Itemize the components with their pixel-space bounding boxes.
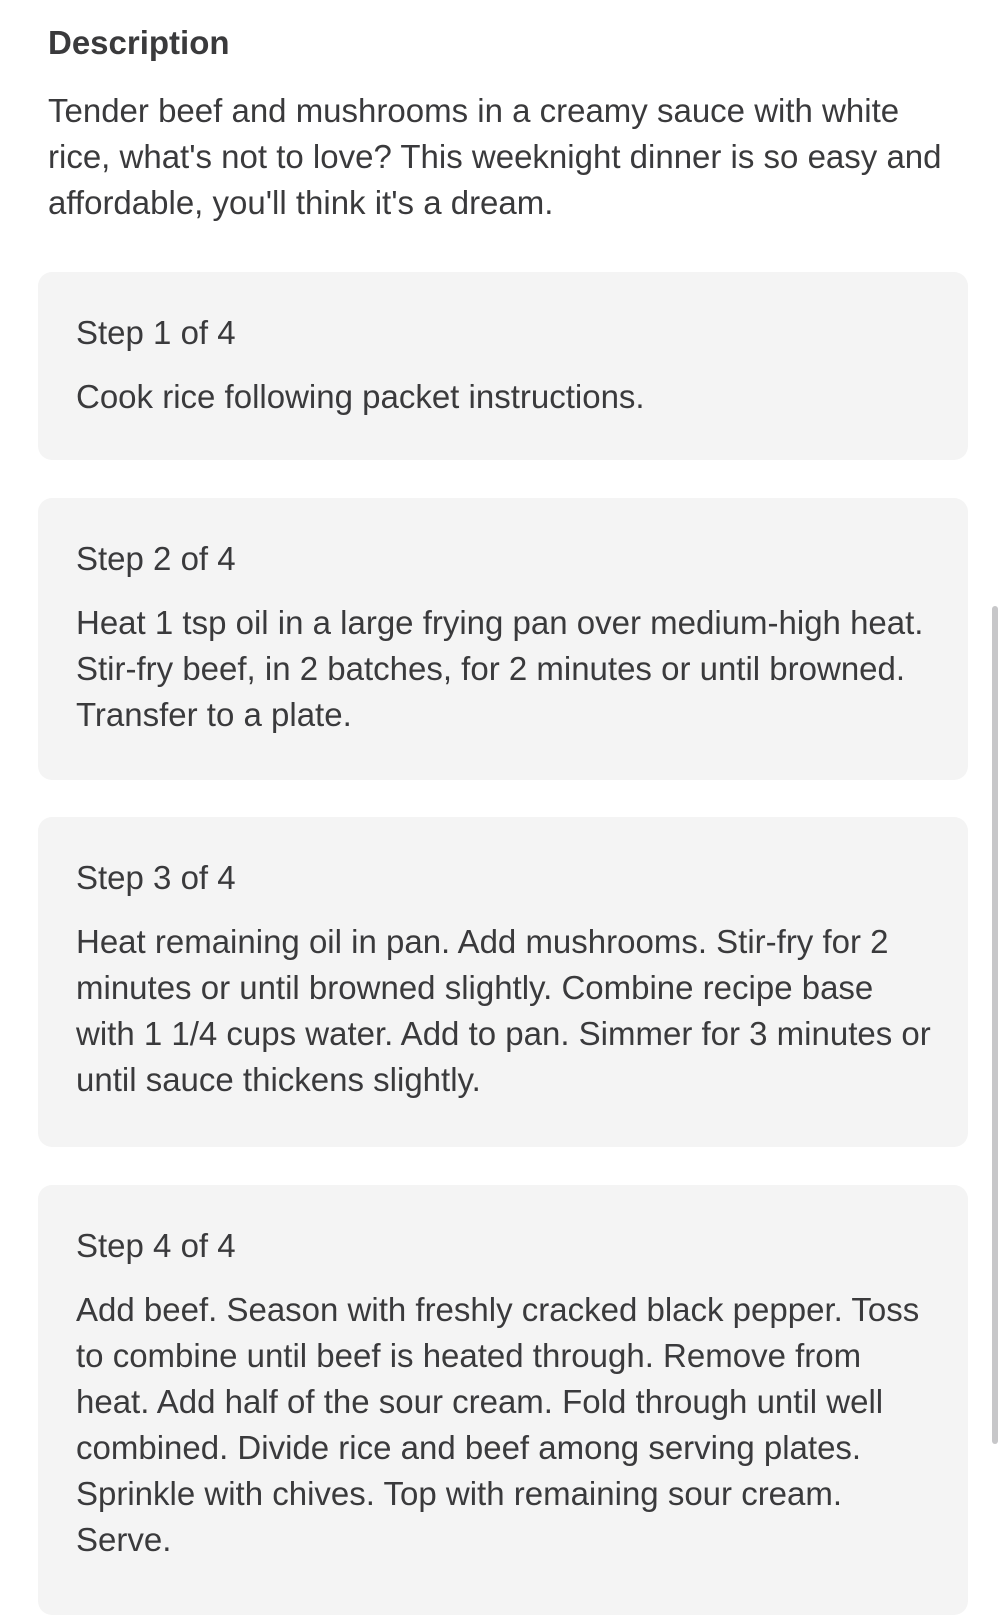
step-card-2 [38, 498, 968, 780]
step-text: Heat 1 tsp oil in a large frying pan over medium-high heat. Stir-fry beef, in 2 batches, for 2 minutes or until browned. Transfer to a plate. [76, 604, 924, 733]
step-title: Step 1 of 4 [76, 314, 236, 351]
step-title: Step 3 of 4 [76, 859, 236, 896]
step-text: Cook rice following packet instructions. [76, 378, 645, 415]
step-card-4 [38, 1185, 968, 1615]
vertical-scrollbar[interactable] [992, 606, 998, 1444]
step-card-3 [38, 817, 968, 1147]
step-title: Step 4 of 4 [76, 1227, 236, 1264]
description-heading: Description [48, 24, 230, 61]
description-text: Tender beef and mushrooms in a creamy sauce with white rice, what's not to love? This weeknight dinner is so easy and affordable, you'll think it's a dream. [48, 92, 942, 221]
step-text: Heat remaining oil in pan. Add mushrooms. Stir-fry for 2 minutes or until browned slightly. Combine recipe base with 1 1/4 cups water. Add to pan. Simmer for 3 minutes or until sauce thickens slightly. [76, 923, 931, 1098]
step-text: Add beef. Season with freshly cracked black pepper. Toss to combine until beef is heated through. Remove from heat. Add half of the sour cream. Fold through until well combined. Divide rice and beef among serving plates. Sprinkle with chives. Top with remaining sour cream. Serve. [76, 1291, 920, 1558]
step-title: Step 2 of 4 [76, 540, 236, 577]
step-card-1 [38, 272, 968, 460]
